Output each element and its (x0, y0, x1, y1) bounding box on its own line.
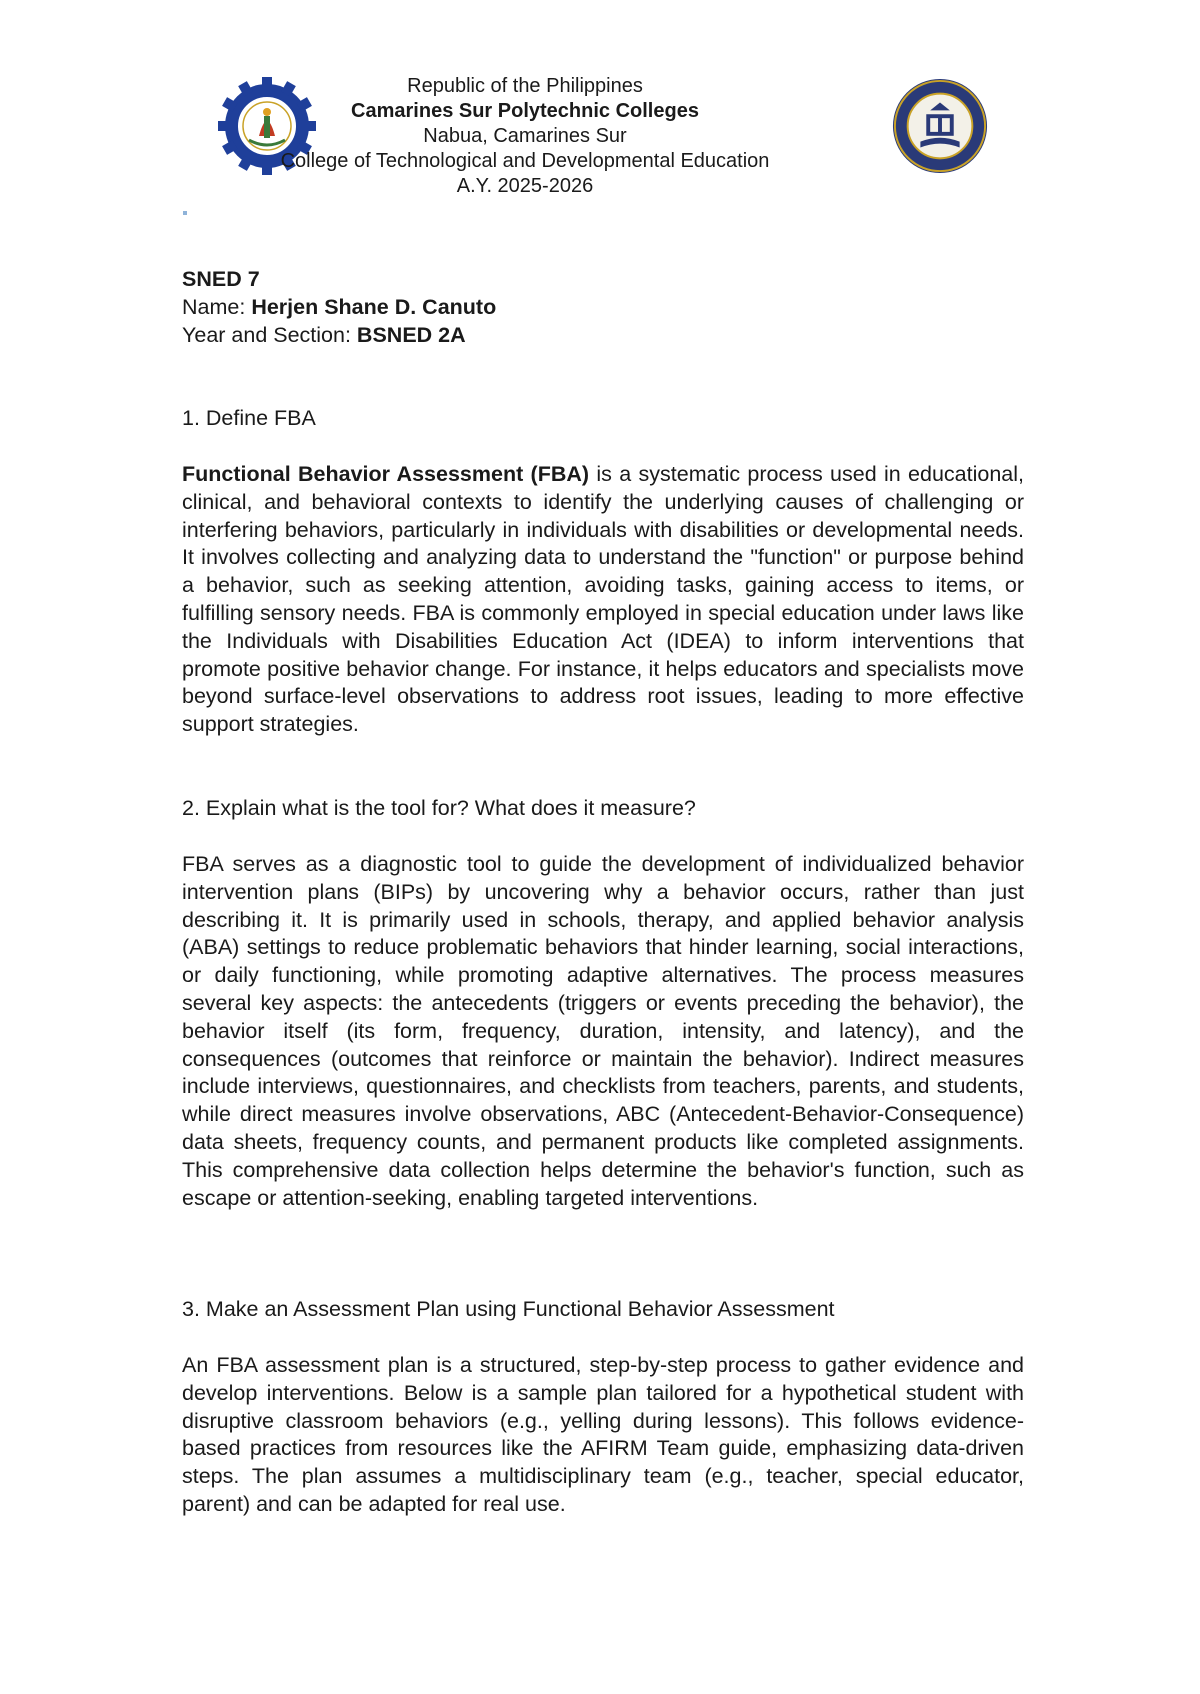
stray-mark (183, 211, 187, 215)
header-location: Nabua, Camarines Sur (423, 125, 627, 147)
section-line (182, 322, 1024, 350)
header-republic: Republic of the Philippines (407, 75, 643, 97)
student-section: BSNED 2A (356, 322, 466, 347)
answer-3: An FBA assessment plan is a structured, step-by-step process to gather evidence and develop interventions. Below is a sample plan tailored for a hypothetical student with disruptive classroom behaviors (e.g., yelling during lessons). This follows evidence-based practices from resources like the AFIRM Team guide, emphasizing data-driven steps. The plan assumes a multidisciplinary team (e.g., teacher, special educator, parent) and can be adapted for real use. (182, 1353, 1024, 1516)
question-1: 1. Define FBA (182, 406, 316, 430)
answer-1 (182, 461, 1024, 739)
answer-2: FBA serves as a diagnostic tool to guide the development of individualized behavior intervention plans (BIPs) by uncovering why a behavior occurs, rather than just describing it. It is primarily used in schools, therapy, and applied behavior analysis (ABA) settings to reduce problematic behaviors that hinder learning, social interactions, or daily functioning, while promoting adaptive alternatives. The process measures several key aspects: the antecedents (triggers or events preceding the behavior), the behavior itself (its form, frequency, duration, intensity, and latency), and the consequences (outcomes that reinforce or maintain the behavior). Indirect measures include interviews, questionnaires, and checklists from teachers, parents, and students, while direct measures involve observations, ABC (Antecedent-Behavior-Consequence) data sheets, frequency counts, and permanent products like completed assignments. This comprehensive data collection helps determine the behavior's function, such as escape or attention-seeking, enabling targeted interventions. (182, 852, 1024, 1210)
ctde-seal-icon (891, 77, 989, 175)
header-school-name: Camarines Sur Polytechnic Colleges (351, 100, 699, 122)
header-academic-year: A.Y. 2025-2026 (456, 175, 594, 197)
student-name-line (182, 294, 1024, 322)
question-2: 2. Explain what is the tool for? What does it measure? (182, 796, 696, 820)
student-info (182, 266, 1024, 349)
name-label: Name: (182, 294, 252, 319)
course-code: SNED 7 (182, 267, 260, 291)
answer-1-text: is a systematic process used in educational, clinical, and behavioral contexts to identify the underlying causes of challenging or interfering behaviors, particularly in individuals with disabilities or developmental needs. It involves collecting and analyzing data to understand the "function" or purpose behind a behavior, such as seeking attention, avoiding tasks, gaining access to items, or fulfilling sensory needs. FBA is commonly employed in special education under laws like the Individuals with Disabilities Education Act (IDEA) to inform interventions that promote positive behavior change. For instance, it helps educators and specialists move beyond surface-level observations to address root issues, leading to more effective support strategies. (182, 462, 1025, 737)
header-college: College of Technological and Developmental Education (280, 150, 770, 172)
question-3: 3. Make an Assessment Plan using Functional Behavior Assessment (182, 1297, 835, 1321)
document-header (250, 74, 800, 199)
section-label: Year and Section: (182, 322, 357, 347)
student-name: Herjen Shane D. Canuto (251, 294, 497, 319)
fba-term: Functional Behavior Assessment (FBA) (182, 462, 590, 486)
